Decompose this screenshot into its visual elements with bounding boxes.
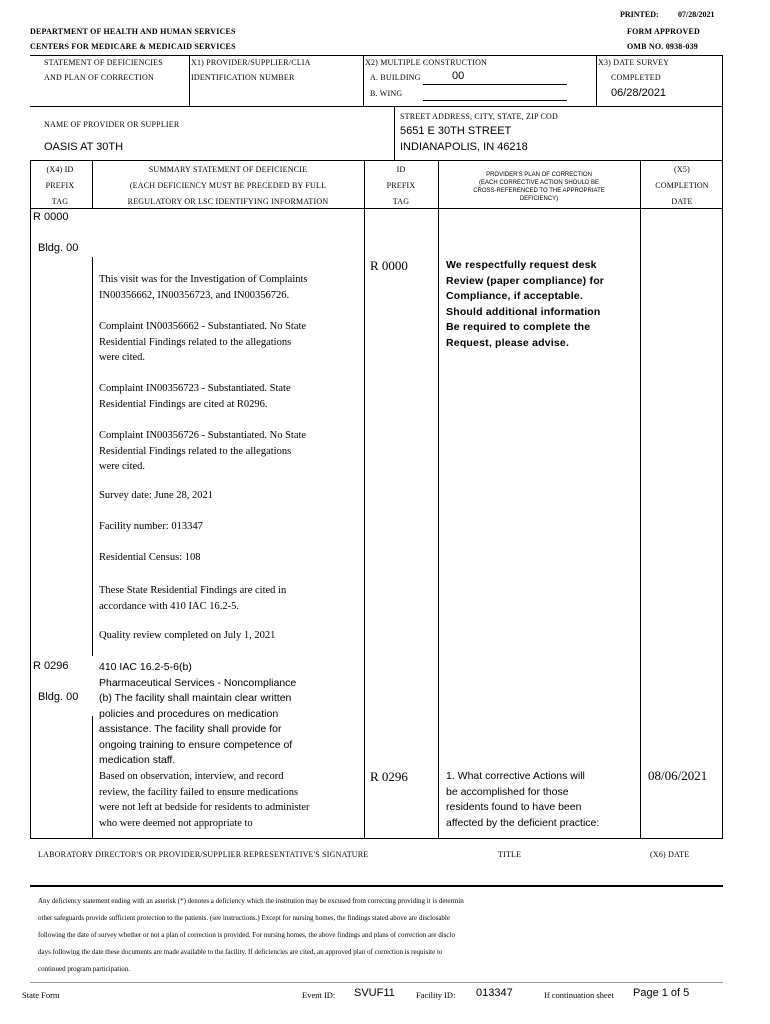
paragraph-complaint-1: Complaint IN00356662 - Substantiated. No State Residential Findings related to the allegations were cited. bbox=[99, 321, 307, 363]
id-label: ID bbox=[396, 165, 406, 174]
divider bbox=[722, 55, 723, 161]
id-prefix-label: PREFIX bbox=[386, 181, 416, 190]
column-divider bbox=[92, 716, 93, 838]
divider bbox=[394, 106, 395, 160]
summary-header-2: (EACH DEFICIENCY MUST BE PRECEDED BY FULL bbox=[129, 181, 327, 190]
department-title: DEPARTMENT OF HEALTH AND HUMAN SERVICES bbox=[30, 27, 236, 36]
plan-header-3: CROSS-REFERENCED TO THE APPROPRIATE bbox=[473, 188, 605, 194]
omb-number: OMB NO. 0938-039 bbox=[627, 42, 698, 51]
signature-date-label: (X6) DATE bbox=[650, 850, 690, 859]
signature-underline bbox=[30, 885, 723, 887]
disclaimer-text: Any deficiency statement ending with an asterisk (*) denotes a deficiency which the institution may be excused from correcting providing it is determin other safeguards provide sufficient protection to the patients. (see instructions.) Except for nursing homes, the findings stated above are disclosable following the date of survey whether or not a plan of correction is provided. For nursing homes, the above findings and plans of correction are disclo days following the date these documents are made available to the facility. If deficiencies are cited, an approved plan of correction is requisite to continued program participation. bbox=[38, 897, 464, 973]
response-corrective-actions: 1. What corrective Actions will be accomplished for those residents found to have been affected by the deficient practice: bbox=[446, 770, 600, 829]
provider-name-label: NAME OF PROVIDER OR SUPPLIER bbox=[44, 120, 180, 129]
provider-id-label: X1) PROVIDER/SUPPLIER/CLIA bbox=[191, 58, 311, 67]
footer-divider bbox=[30, 982, 723, 983]
event-id-label: Event ID: bbox=[302, 990, 336, 1000]
top-table-border bbox=[30, 55, 723, 56]
printed-label: PRINTED: bbox=[620, 10, 659, 19]
id-tag-label: TAG bbox=[392, 197, 410, 206]
column-divider bbox=[640, 160, 641, 839]
x4-id-label: (X4) ID bbox=[46, 165, 74, 174]
facility-id-label: Facility ID: bbox=[416, 990, 456, 1000]
state-form-label: State Form bbox=[22, 990, 60, 1000]
continuation-label: If continuation sheet bbox=[544, 990, 614, 1000]
divider bbox=[596, 55, 597, 106]
divider bbox=[189, 55, 190, 106]
x4-prefix-label: PREFIX bbox=[45, 181, 75, 190]
facility-id-value: 013347 bbox=[476, 987, 513, 999]
right-border bbox=[722, 160, 723, 839]
centers-title: CENTERS FOR MEDICARE & MEDICAID SERVICES bbox=[30, 42, 236, 51]
tag-r0296-right: R 0296 bbox=[370, 769, 408, 784]
plan-header-4: DEFICIENCY) bbox=[519, 196, 559, 202]
tag-r0000-right: R 0000 bbox=[370, 258, 408, 273]
paragraph-facility-number: Facility number: 013347 bbox=[99, 521, 203, 532]
address-line-2: INDIANAPOLIS, IN 46218 bbox=[400, 141, 528, 153]
wing-underline bbox=[423, 100, 567, 101]
column-divider bbox=[438, 160, 439, 839]
divider bbox=[30, 160, 723, 161]
address-label: STREET ADDRESS, CITY, STATE, ZIP COD bbox=[400, 112, 558, 121]
paragraph-complaint-3: Complaint IN00356726 - Substantiated. No State Residential Findings related to the allegations were cited. bbox=[99, 430, 307, 472]
column-divider bbox=[364, 160, 365, 839]
date-label: DATE bbox=[671, 197, 693, 206]
building-underline bbox=[423, 84, 567, 85]
title-label: TITLE bbox=[498, 850, 522, 859]
provider-id-label-2: IDENTIFICATION NUMBER bbox=[191, 73, 295, 82]
statement-label-2: AND PLAN OF CORRECTION bbox=[44, 73, 154, 82]
x5-label: (X5) bbox=[674, 165, 690, 174]
divider bbox=[30, 106, 723, 107]
summary-header-3: REGULATORY OR LSC IDENTIFYING INFORMATION bbox=[127, 197, 329, 206]
paragraph-quality-review: Quality review completed on July 1, 2021 bbox=[99, 630, 276, 641]
column-divider bbox=[92, 257, 93, 656]
response-desk-review: We respectfully request desk Review (paper compliance) for Compliance, if acceptable. Should additional information Be required to complete the Request, please advise. bbox=[446, 259, 605, 349]
body-bottom-border bbox=[30, 838, 723, 839]
provider-name-value: OASIS AT 30TH bbox=[44, 141, 124, 153]
multiple-construction-label: X2) MULTIPLE CONSTRUCTION bbox=[365, 58, 488, 67]
event-id-value: SVUF11 bbox=[354, 987, 395, 999]
x4-tag-label: TAG bbox=[51, 197, 69, 206]
paragraph-finding-detail: Based on observation, interview, and record review, the facility failed to ensure medications were not left at bedside for residents to administer who were deemed not appropriate to bbox=[99, 771, 310, 829]
left-border bbox=[30, 160, 31, 839]
building-tag-1: Bldg. 00 bbox=[38, 242, 79, 254]
completion-label: COMPLETION bbox=[655, 181, 709, 190]
tag-r0000: R 0000 bbox=[33, 211, 69, 223]
plan-header-2: (EACH CORRECTIVE ACTION SHOULD BE bbox=[478, 180, 600, 186]
paragraph-survey-date: Survey date: June 28, 2021 bbox=[99, 490, 214, 501]
paragraph-investigation: This visit was for the Investigation of Complaints IN00356662, IN00356723, and IN00356726. bbox=[99, 274, 308, 301]
tag-r0296: R 0296 bbox=[33, 660, 69, 672]
signature-label: LABORATORY DIRECTOR'S OR PROVIDER/SUPPLIER REPRESENTATIVE'S SIGNATURE bbox=[38, 850, 369, 859]
page-number: Page 1 of 5 bbox=[633, 987, 690, 999]
completion-date-value: 08/06/2021 bbox=[648, 768, 708, 783]
paragraph-findings: These State Residential Findings are cited in accordance with 410 IAC 16.2-5. bbox=[99, 585, 287, 612]
paragraph-census: Residential Census: 108 bbox=[99, 552, 201, 563]
column-divider bbox=[92, 160, 93, 209]
wing-label: B. WING bbox=[370, 89, 403, 98]
building-label: A. BUILDING bbox=[370, 73, 421, 82]
form-approved: FORM APPROVED bbox=[627, 27, 701, 36]
paragraph-complaint-2: Complaint IN00356723 - Substantiated. State Residential Findings are cited at R0296. bbox=[99, 383, 291, 410]
building-tag-2: Bldg. 00 bbox=[38, 691, 79, 703]
column-header-bottom bbox=[30, 208, 723, 209]
date-survey-label: X3) DATE SURVEY bbox=[598, 58, 670, 67]
completed-label: COMPLETED bbox=[611, 73, 661, 82]
address-line-1: 5651 E 30TH STREET bbox=[400, 125, 512, 137]
survey-date-value: 06/28/2021 bbox=[611, 87, 667, 99]
building-value: 00 bbox=[452, 70, 465, 82]
divider bbox=[363, 55, 364, 106]
plan-header-1: PROVIDER'S PLAN OF CORRECTION bbox=[486, 172, 592, 178]
regulation-text: 410 IAC 16.2-5-6(b) Pharmaceutical Services - Noncompliance (b) The facility shall maintain clear written policies and procedures on medication assistance. The facility shall provide for ongoing training to ensure competence of medication staff. bbox=[99, 661, 297, 766]
printed-date: 07/28/2021 bbox=[678, 10, 715, 19]
summary-header-1: SUMMARY STATEMENT OF DEFICIENCIE bbox=[148, 165, 308, 174]
statement-label: STATEMENT OF DEFICIENCIES bbox=[44, 58, 163, 67]
